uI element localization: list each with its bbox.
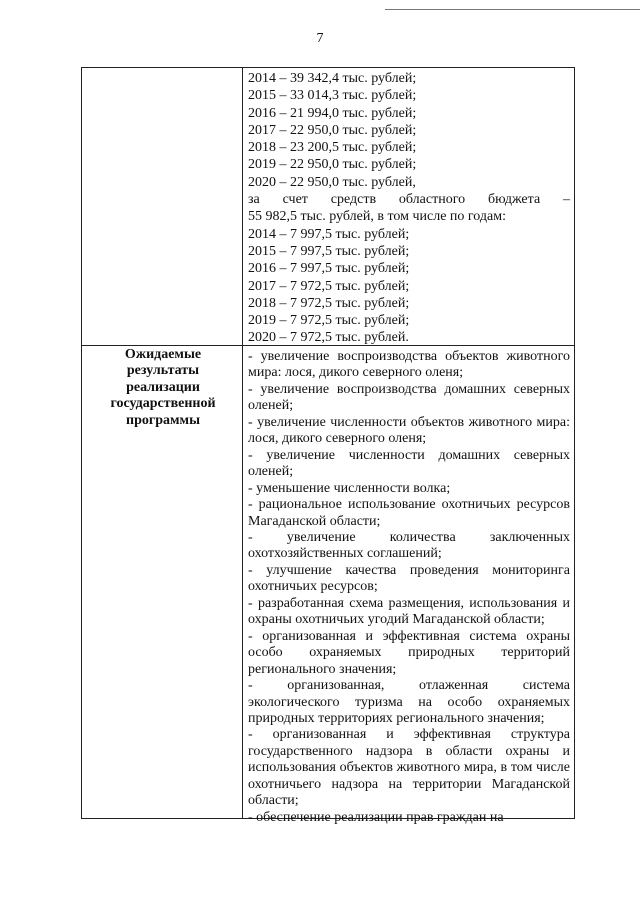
regional-budget-total: 55 982,5 тыс. рублей, в том числе по годам:	[248, 209, 506, 225]
result-item: - организованная, отлаженная система экологического туризма на особо охраняемых природных территориях регионального значения;	[248, 678, 570, 726]
intro-word: счет	[282, 192, 308, 208]
results-label-line: программы	[126, 412, 200, 428]
result-item: - рациональное использование охотничьих ресурсов Магаданской области;	[248, 497, 570, 529]
regional-year-line: 2014 – 7 997,5 тыс. рублей;	[248, 226, 410, 242]
funding-year-line: 2016 – 21 994,0 тыс. рублей;	[248, 105, 417, 121]
funding-year-line: 2018 – 23 200,5 тыс. рублей;	[248, 140, 417, 156]
regional-budget-intro	[248, 191, 570, 208]
funding-cell	[248, 70, 570, 347]
result-item: - организованная и эффективная система охраны особо охраняемых природных территорий регионального значения;	[248, 628, 570, 677]
expected-results-cell	[248, 349, 570, 826]
result-item: - обеспечение реализации прав граждан на	[248, 809, 504, 825]
result-item: - увеличение количества заключенных охотхозяйственных соглашений;	[248, 529, 570, 562]
regional-year-line: 2018 – 7 972,5 тыс. рублей;	[248, 295, 410, 311]
result-item: - организованная и эффективная структура государственного надзора в области охраны и использования объектов животного мира, в том числе охотничьего надзора на территории Магаданской области;	[248, 727, 570, 809]
intro-word: –	[563, 192, 570, 208]
intro-word: областного	[398, 192, 466, 208]
results-label-line: Ожидаемые	[124, 347, 202, 362]
results-label-line: государственной	[110, 396, 216, 412]
intro-word: бюджета	[487, 192, 541, 208]
funding-year-line: 2017 – 22 950,0 тыс. рублей;	[248, 122, 417, 138]
results-label-line: результаты	[126, 363, 200, 379]
intro-word: средств	[330, 192, 377, 208]
intro-word: за	[248, 192, 260, 208]
result-item: - увеличение воспроизводства домашних северных оленей;	[248, 381, 570, 414]
program-passport-table	[81, 67, 575, 825]
result-item: - увеличение численности объектов животного мира: лося, дикого северного оленя;	[248, 414, 570, 447]
scan-edge-line	[385, 9, 640, 10]
funding-year-line: 2019 – 22 950,0 тыс. рублей;	[248, 157, 417, 173]
page-number: 7	[316, 31, 324, 46]
column-divider	[242, 68, 243, 818]
funding-year-line: 2020 – 22 950,0 тыс. рублей,	[248, 174, 416, 190]
regional-year-line: 2015 – 7 997,5 тыс. рублей;	[248, 243, 410, 259]
result-item: - увеличение воспроизводства объектов животного мира: лося, дикого северного оленя;	[248, 349, 570, 381]
result-item: - улучшение качества проведения мониторинга охотничьих ресурсов;	[248, 562, 570, 595]
regional-year-line: 2017 – 7 972,5 тыс. рублей;	[248, 278, 410, 294]
result-item: - уменьшение численности волка;	[248, 480, 451, 496]
results-label-line: реализации	[126, 379, 200, 395]
results-label-cell	[92, 347, 234, 429]
regional-year-line: 2020 – 7 972,5 тыс. рублей.	[248, 330, 409, 346]
regional-year-line: 2016 – 7 997,5 тыс. рублей;	[248, 261, 410, 277]
funding-year-line: 2014 – 39 342,4 тыс. рублей;	[248, 71, 417, 86]
result-item: - увеличение численности домашних северных оленей;	[248, 447, 570, 480]
funding-year-line: 2015 – 33 014,3 тыс. рублей;	[248, 88, 417, 104]
regional-year-line: 2019 – 7 972,5 тыс. рублей;	[248, 313, 410, 329]
result-item: - разработанная схема размещения, использования и охраны охотничьих угодий Магаданской области;	[248, 595, 570, 628]
